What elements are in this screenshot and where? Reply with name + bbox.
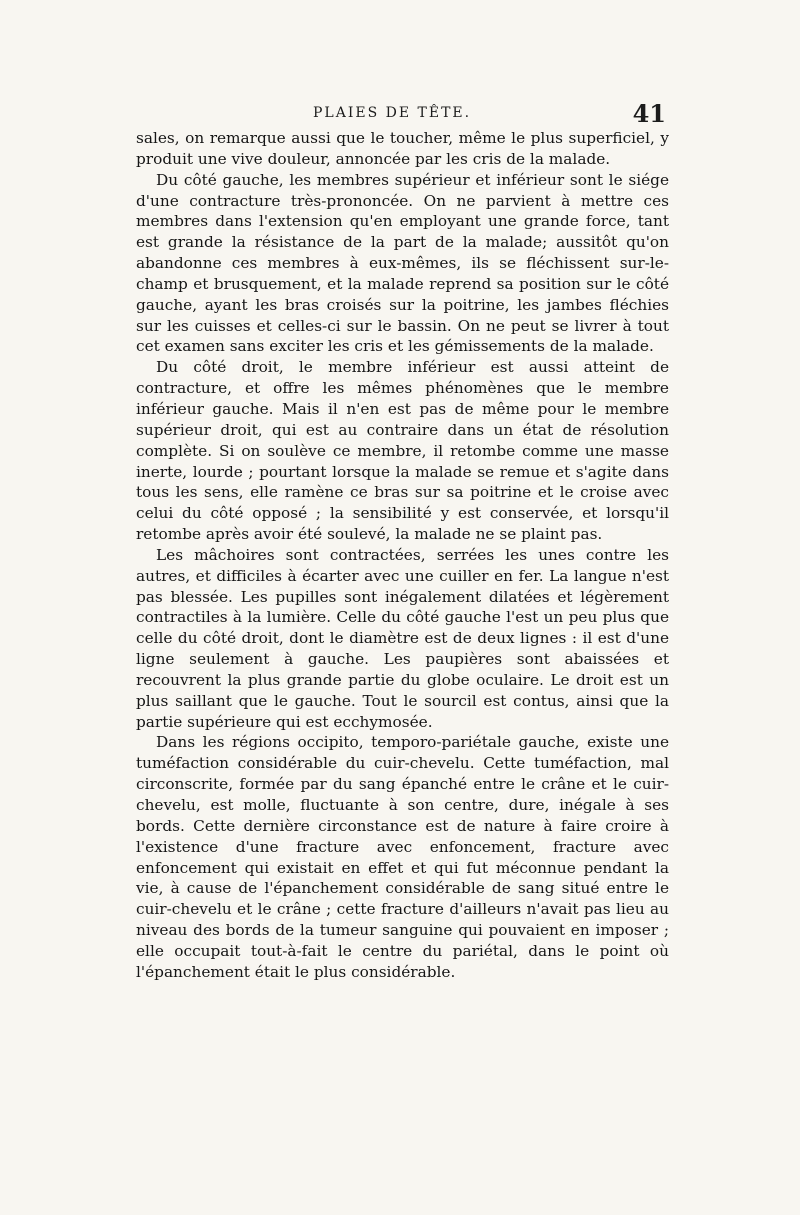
- running-title: PLAIES DE TÊTE.: [313, 105, 472, 121]
- paragraph-continuation: sales, on remarque aussi que le toucher, même le plus superficiel, y produit une vive douleur, annoncée par les cris de la malade.: [136, 129, 669, 168]
- paragraph: Dans les régions occipito, temporo-pariétale gauche, existe une tuméfaction considérable du cuir-chevelu. Cette tuméfaction, mal circonscrite, formée par du sang épanché entre le crâne et le cuir-chevelu, est molle, fluctuante à son centre, dure, inégale à ses bords. Cette dernière circonstance est de nature à faire croire à l'existence d'une fracture avec enfoncement, fracture avec enfoncement qui existait en effet et qui fut méconnue pendant la vie, à cause de l'épanchement considérable de sang situé entre le cuir-chevelu et le crâne ; cette fracture d'ailleurs n'avait pas lieu au niveau des bords de la tumeur sanguine qui pouvaient en imposer ; elle occupait tout-à-fait le centre du pariétal, dans le point où l'épanchement était le plus considérable.: [136, 733, 669, 981]
- paragraph: Les mâchoires sont contractées, serrées les unes contre les autres, et difficiles à écarter avec une cuiller en fer. La langue n'est pas blessée. Les pupilles sont inégalement dilatées et légèrement contractiles à la lumière. Celle du côté gauche l'est un peu plus que celle du côté droit, dont le diamètre est de deux lignes : il est d'une ligne seulement à gauche. Les paupières sont abaissées et recouvrent la plus grande partie du globe oculaire. Le droit est un plus saillant que le gauche. Tout le sourcil est contus, ainsi que la partie supérieure qui est ecchymosée.: [136, 545, 669, 731]
- paragraph: Du côté droit, le membre inférieur est aussi atteint de contracture, et offre les mêmes phénomènes que le membre inférieur gauche. Mais il n'en est pas de même pour le membre supérieur droit, qui est au contraire dans un état de résolution complète. Si on soulève ce membre, il retombe comme une masse inerte, lourde ; pourtant lorsque la malade se remue et s'agite dans tous les sens, elle ramène ce bras sur sa poitrine et le croise avec celui du côté opposé ; la sensibilité y est conservée, et lorsqu'il retombe après avoir été soulevé, la malade ne se plaint pas.: [136, 358, 669, 544]
- paragraph: Du côté gauche, les membres supérieur et inférieur sont le siége d'une contracture très-prononcée. On ne parvient à mettre ces membres dans l'extension qu'en employant une grande force, tant est grande la résistance de la part de la malade; aussitôt qu'on abandonne ces membres à eux-mêmes, ils se fléchissent sur-le-champ et brusquement, et la malade reprend sa position sur le côté gauche, ayant les bras croisés sur la poitrine, les jambes fléchies sur les cuisses et celles-ci sur le bassin. On ne peut se livrer à tout cet examen sans exciter les cris et les gémissements de la malade.: [136, 170, 669, 356]
- page-number: 41: [632, 99, 666, 128]
- page-header: [136, 99, 666, 131]
- body-text: [136, 128, 669, 983]
